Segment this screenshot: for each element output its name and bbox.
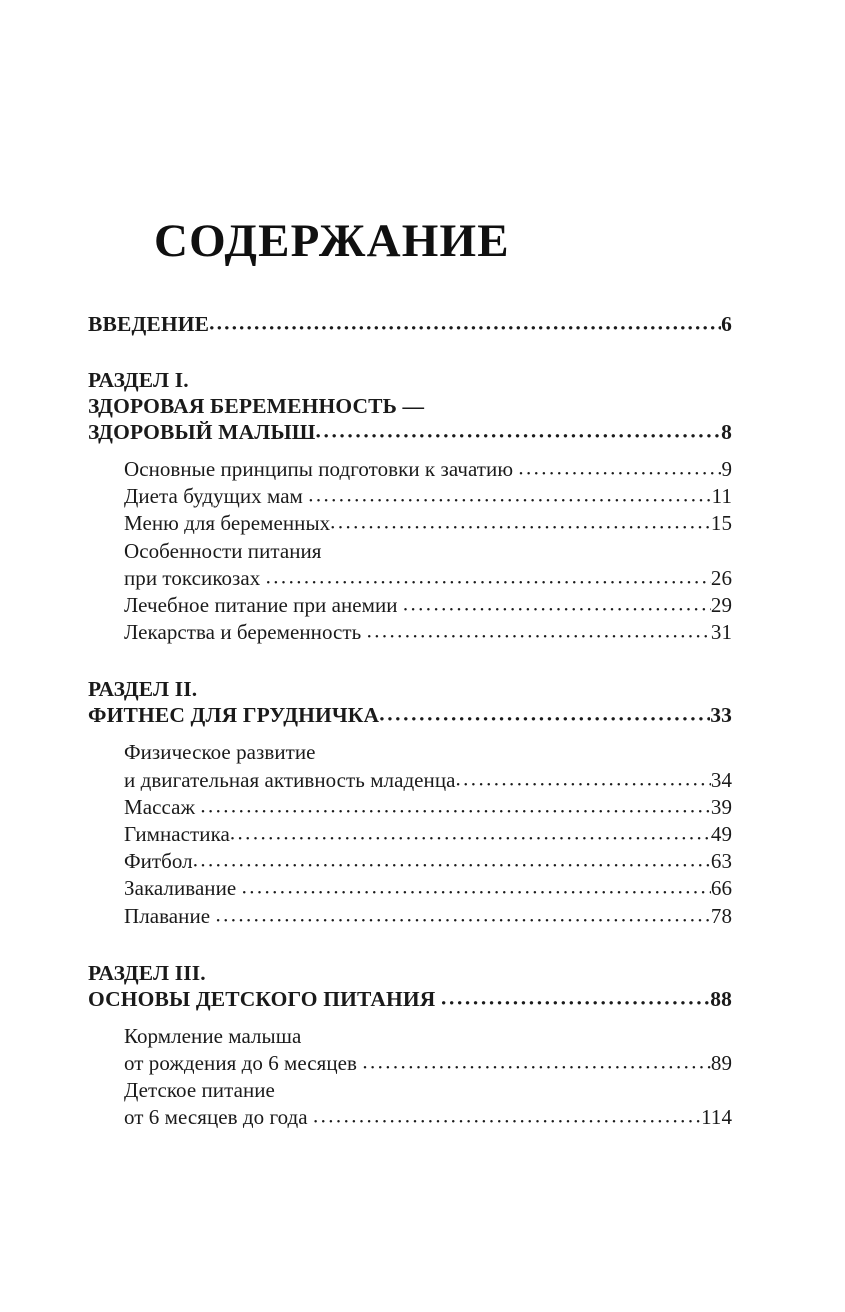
toc-entry-label-first-line: Кормление малыша <box>124 1023 302 1048</box>
toc-entry-label: и двигательная активность младенца <box>124 767 456 792</box>
toc-entry-label: Закаливание <box>124 876 242 901</box>
toc-page-number: 39 <box>710 794 732 819</box>
toc-entry-label-first-line: Детское питание <box>124 1078 275 1103</box>
dot-leader <box>313 1103 701 1130</box>
toc-entry-list <box>88 739 732 929</box>
toc-row <box>124 565 732 592</box>
dot-leader <box>330 509 711 536</box>
toc-entry[interactable] <box>124 739 732 793</box>
toc-entry-label-first-line: Особенности питания <box>124 538 322 563</box>
toc-entry-label: Фитбол <box>124 849 193 874</box>
dot-leader <box>379 701 710 727</box>
toc-page-number: 29 <box>710 593 732 618</box>
dot-leader <box>518 455 721 482</box>
toc-section-title-line2: ОСНОВЫ ДЕТСКОГО ПИТАНИЯ <box>88 986 441 1011</box>
toc-content <box>88 215 732 1132</box>
toc-entry[interactable] <box>124 456 732 483</box>
dot-leader <box>367 618 711 645</box>
toc-entry[interactable] <box>124 510 732 537</box>
toc-page-number: 63 <box>710 849 732 874</box>
toc-row <box>124 483 732 510</box>
toc-page-number: 34 <box>710 767 732 792</box>
dot-leader <box>242 874 711 901</box>
toc-row <box>124 1104 732 1131</box>
toc-row <box>88 986 732 1012</box>
toc-entry[interactable] <box>124 538 732 592</box>
toc-page-number: 11 <box>711 484 732 509</box>
toc-entry-label: Гимнастика <box>124 822 230 847</box>
toc-section-2 <box>88 676 732 929</box>
toc-entry[interactable] <box>124 1077 732 1131</box>
toc-entry-label: Плавание <box>124 903 216 928</box>
toc-page-number: 15 <box>710 511 732 536</box>
toc-section-title-line1: ЗДОРОВАЯ БЕРЕМЕННОСТЬ — <box>88 394 425 418</box>
toc-entry-introduction[interactable] <box>88 311 732 337</box>
dot-leader <box>362 1049 711 1076</box>
toc-entry-label: Основные принципы подготовки к зачатию <box>124 457 519 481</box>
toc-section-number: РАЗДЕЛ II. <box>88 677 198 702</box>
toc-row <box>88 311 732 337</box>
toc-page-number: 66 <box>710 876 732 901</box>
toc-entry-label: Меню для беременных <box>124 511 331 536</box>
toc-entry-label: от рождения до 6 месяцев <box>124 1051 363 1076</box>
toc-entry[interactable] <box>124 483 732 510</box>
toc-entry[interactable] <box>124 875 732 902</box>
toc-row <box>124 592 732 619</box>
toc-entry[interactable] <box>124 848 732 875</box>
toc-page-number: 26 <box>710 565 732 590</box>
toc-entry-label: ВВЕДЕНИЕ <box>88 312 210 336</box>
toc-row <box>124 767 732 794</box>
toc-page-number: 33 <box>710 703 732 728</box>
toc-entry-label-first-line: Физическое развитие <box>124 740 316 765</box>
toc-entry-list <box>88 1023 732 1132</box>
toc-entry-list <box>88 456 732 646</box>
toc-section-number: РАЗДЕЛ III. <box>88 960 206 985</box>
toc-entry[interactable] <box>124 1023 732 1077</box>
toc-entry[interactable] <box>124 592 732 619</box>
dot-leader <box>215 901 710 928</box>
toc-entry-label: Диета будущих мам <box>124 484 309 509</box>
toc-entry[interactable] <box>124 903 732 930</box>
dot-leader <box>193 847 711 874</box>
toc-entry[interactable] <box>124 619 732 646</box>
toc-page-number: 8 <box>721 420 732 444</box>
toc-row <box>124 456 732 483</box>
toc-page-number: 89 <box>710 1051 732 1076</box>
toc-page-number: 114 <box>701 1105 732 1130</box>
toc-section-3 <box>88 960 732 1132</box>
toc-row <box>88 419 732 445</box>
dot-leader <box>316 418 722 444</box>
toc-page-number: 88 <box>710 986 732 1011</box>
toc-row <box>124 510 732 537</box>
toc-section-heading[interactable] <box>88 676 732 728</box>
toc-entry-label: Лечебное питание при анемии <box>124 593 403 618</box>
dot-leader <box>456 765 711 792</box>
toc-page-number: 78 <box>710 903 732 928</box>
page-title: СОДЕРЖАНИЕ <box>154 215 510 267</box>
toc-section-number: РАЗДЕЛ I. <box>88 368 189 392</box>
toc-section-heading[interactable] <box>88 960 732 1012</box>
toc-row <box>124 794 732 821</box>
toc-section-title-line2: ФИТНЕС ДЛЯ ГРУДНИЧКА <box>88 703 380 728</box>
dot-leader <box>230 820 711 847</box>
toc-row <box>124 875 732 902</box>
toc-entry-label: Лекарства и беременность <box>124 620 367 645</box>
dot-leader <box>441 985 710 1011</box>
dot-leader <box>308 482 711 509</box>
toc-page-number: 31 <box>710 620 732 645</box>
toc-page-number: 49 <box>710 822 732 847</box>
toc-entry-label: при токсикозах <box>124 565 266 590</box>
toc-row <box>124 903 732 930</box>
dot-leader <box>403 591 711 618</box>
dot-leader <box>200 793 711 820</box>
toc-row <box>88 702 732 728</box>
toc-entry-label: от 6 месяцев до года <box>124 1105 313 1130</box>
toc-page-number: 6 <box>721 312 732 336</box>
toc-page-number: 9 <box>721 457 732 481</box>
toc-row <box>124 1050 732 1077</box>
toc-row <box>124 848 732 875</box>
toc-entry-label: Массаж <box>124 794 201 819</box>
toc-row <box>124 821 732 848</box>
toc-entry[interactable] <box>124 821 732 848</box>
toc-entry[interactable] <box>124 794 732 821</box>
dot-leader <box>209 310 721 336</box>
dot-leader <box>266 564 711 591</box>
toc-section-1 <box>88 367 732 646</box>
toc-section-heading[interactable] <box>88 367 732 445</box>
toc-section-title-line2: ЗДОРОВЫЙ МАЛЫШ <box>88 420 316 444</box>
toc-row <box>124 619 732 646</box>
